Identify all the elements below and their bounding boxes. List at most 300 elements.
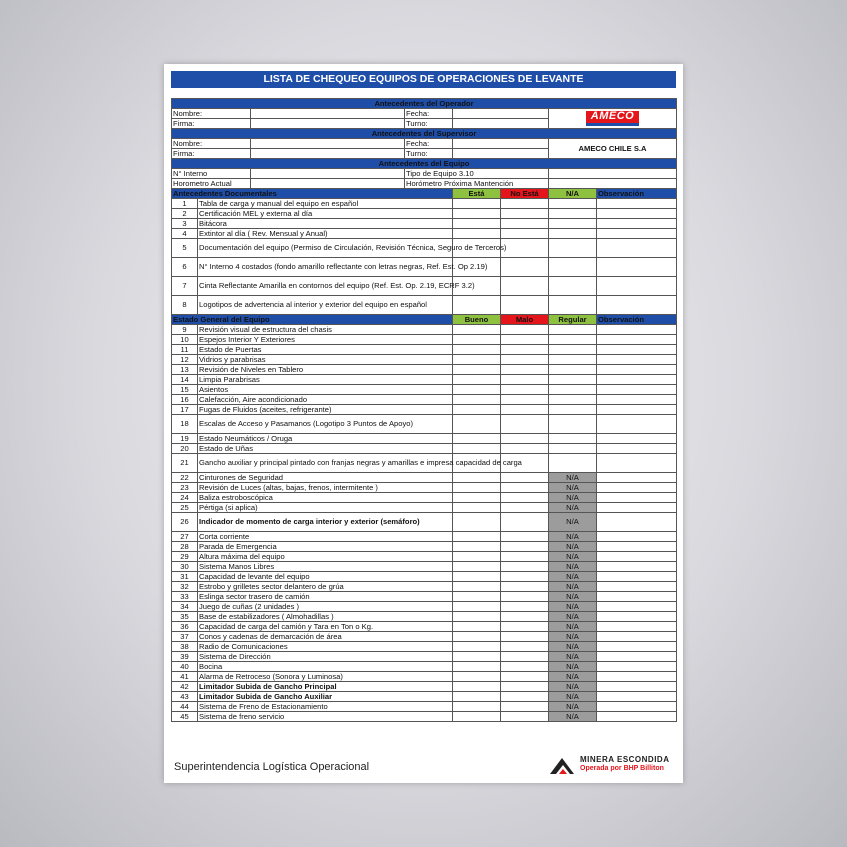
table-row — [172, 702, 677, 712]
observation-cell[interactable] — [597, 229, 677, 239]
check-cell-1[interactable] — [453, 345, 501, 355]
table-row — [172, 415, 677, 434]
col-header-observacion: Observación — [597, 189, 677, 199]
table-row — [172, 592, 677, 602]
check-cell-2[interactable] — [501, 632, 549, 642]
observation-cell[interactable] — [597, 239, 677, 258]
item-description: Estado Neumáticos / Oruga — [198, 434, 453, 444]
checklist-sheet — [164, 64, 683, 783]
table-row — [172, 209, 677, 219]
hourmeter-field[interactable] — [251, 179, 405, 189]
check-cell-1[interactable] — [453, 375, 501, 385]
na-cell: N/A — [549, 552, 597, 562]
check-cell-1[interactable] — [453, 296, 501, 315]
item-description: Asientos — [198, 385, 453, 395]
check-cell-3[interactable] — [549, 199, 597, 209]
check-cell-2[interactable] — [501, 622, 549, 632]
observation-cell[interactable] — [597, 209, 677, 219]
internal-number-label: N° Interno — [172, 169, 251, 179]
observation-cell[interactable] — [597, 542, 677, 552]
na-cell: N/A — [549, 542, 597, 552]
operator-shift-field[interactable] — [453, 119, 549, 129]
item-number: 22 — [172, 473, 198, 483]
observation-cell[interactable] — [597, 335, 677, 345]
item-number: 40 — [172, 662, 198, 672]
check-cell-3[interactable] — [549, 434, 597, 444]
table-row — [172, 335, 677, 345]
na-cell: N/A — [549, 712, 597, 722]
item-number: 39 — [172, 652, 198, 662]
check-cell-1[interactable] — [453, 672, 501, 682]
supervisor-signature-label: Firma: — [172, 149, 251, 159]
check-cell-1[interactable] — [453, 612, 501, 622]
na-cell: N/A — [549, 582, 597, 592]
check-cell-1[interactable] — [453, 325, 501, 335]
na-cell: N/A — [549, 612, 597, 622]
observation-cell[interactable] — [597, 652, 677, 662]
item-description: Tabla de carga y manual del equipo en español — [198, 199, 453, 209]
check-cell-2[interactable] — [501, 682, 549, 692]
check-cell-1[interactable] — [453, 395, 501, 405]
item-description: Sistema de Freno de Estacionamiento — [198, 702, 453, 712]
observation-cell[interactable] — [597, 415, 677, 434]
item-description: Radio de Comunicaciones — [198, 642, 453, 652]
check-cell-2[interactable] — [501, 662, 549, 672]
check-cell-3[interactable] — [549, 385, 597, 395]
item-description: Gancho auxiliar y principal pintado con franjas negras y amarillas e impresa capacidad de carga — [198, 454, 453, 473]
table-row — [172, 622, 677, 632]
item-number: 45 — [172, 712, 198, 722]
item-number: 11 — [172, 345, 198, 355]
observation-cell[interactable] — [597, 473, 677, 483]
item-number: 27 — [172, 532, 198, 542]
check-cell-3[interactable] — [549, 258, 597, 277]
supervisor-signature-field[interactable] — [251, 149, 405, 159]
item-description: Espejos Interior Y Exteriores — [198, 335, 453, 345]
observation-cell[interactable] — [597, 258, 677, 277]
item-description: Parada de Emergencia — [198, 542, 453, 552]
check-cell-2[interactable] — [501, 219, 549, 229]
check-cell-1[interactable] — [453, 355, 501, 365]
observation-cell[interactable] — [597, 503, 677, 513]
check-cell-1[interactable] — [453, 592, 501, 602]
check-cell-3[interactable] — [549, 325, 597, 335]
table-row — [172, 239, 677, 258]
check-cell-2[interactable] — [501, 395, 549, 405]
check-cell-2[interactable] — [501, 493, 549, 503]
col-header-regular: Regular — [549, 315, 597, 325]
check-cell-2[interactable] — [501, 415, 549, 434]
check-cell-2[interactable] — [501, 652, 549, 662]
check-cell-1[interactable] — [453, 552, 501, 562]
observation-cell[interactable] — [597, 622, 677, 632]
table-row — [172, 385, 677, 395]
check-cell-2[interactable] — [501, 277, 549, 296]
item-description: Cinta Reflectante Amarilla en contornos del equipo (Ref. Est. Op. 2.19, ECRF 3.2) — [198, 277, 453, 296]
table-row — [172, 444, 677, 454]
check-cell-2[interactable] — [501, 434, 549, 444]
check-cell-2[interactable] — [501, 239, 549, 258]
item-description: Bocina — [198, 662, 453, 672]
table-row — [172, 219, 677, 229]
operator-signature-field[interactable] — [251, 119, 405, 129]
operator-name-field[interactable] — [251, 109, 405, 119]
table-row — [172, 602, 677, 612]
table-row — [172, 572, 677, 582]
equipment-type-label: Tipo de Equipo 3.10 — [405, 169, 549, 179]
na-cell: N/A — [549, 532, 597, 542]
item-number: 31 — [172, 572, 198, 582]
table-row — [172, 582, 677, 592]
observation-cell[interactable] — [597, 592, 677, 602]
check-cell-2[interactable] — [501, 513, 549, 532]
observation-cell[interactable] — [597, 444, 677, 454]
check-cell-2[interactable] — [501, 325, 549, 335]
observation-cell[interactable] — [597, 365, 677, 375]
check-cell-2[interactable] — [501, 562, 549, 572]
check-cell-1[interactable] — [453, 513, 501, 532]
check-cell-1[interactable] — [453, 642, 501, 652]
observation-cell[interactable] — [597, 642, 677, 652]
check-cell-2[interactable] — [501, 355, 549, 365]
item-description: Altura máxima del equipo — [198, 552, 453, 562]
item-description: Capacidad de carga del camión y Tara en Ton o Kg. — [198, 622, 453, 632]
check-cell-2[interactable] — [501, 483, 549, 493]
col-header-na: N/A — [549, 189, 597, 199]
na-cell: N/A — [549, 692, 597, 702]
na-cell: N/A — [549, 632, 597, 642]
next-maintenance-field[interactable] — [549, 179, 677, 189]
check-cell-2[interactable] — [501, 385, 549, 395]
check-cell-2[interactable] — [501, 542, 549, 552]
table-row — [172, 513, 677, 532]
check-cell-2[interactable] — [501, 375, 549, 385]
check-cell-1[interactable] — [453, 692, 501, 702]
item-description: Calefacción, Aire acondicionado — [198, 395, 453, 405]
observation-cell[interactable] — [597, 662, 677, 672]
na-cell: N/A — [549, 483, 597, 493]
item-number: 12 — [172, 355, 198, 365]
supervisor-name-field[interactable] — [251, 139, 405, 149]
observation-cell[interactable] — [597, 345, 677, 355]
observation-cell[interactable] — [597, 375, 677, 385]
check-cell-2[interactable] — [501, 642, 549, 652]
check-cell-3[interactable] — [549, 444, 597, 454]
check-cell-3[interactable] — [549, 405, 597, 415]
na-cell: N/A — [549, 662, 597, 672]
item-number: 9 — [172, 325, 198, 335]
item-number: 16 — [172, 395, 198, 405]
check-cell-3[interactable] — [549, 209, 597, 219]
observation-cell[interactable] — [597, 632, 677, 642]
check-cell-2[interactable] — [501, 229, 549, 239]
check-cell-1[interactable] — [453, 434, 501, 444]
item-number: 32 — [172, 582, 198, 592]
item-number: 29 — [172, 552, 198, 562]
na-cell: N/A — [549, 562, 597, 572]
check-cell-1[interactable] — [453, 562, 501, 572]
operator-date-label: Fecha: — [405, 109, 453, 119]
check-cell-1[interactable] — [453, 229, 501, 239]
observation-cell[interactable] — [597, 454, 677, 473]
table-row — [172, 473, 677, 483]
col-header-observacion-2: Observación — [597, 315, 677, 325]
item-description: Documentación del equipo (Permiso de Circulación, Revisión Técnica, Seguro de Terceros) — [198, 239, 453, 258]
operator-date-field[interactable] — [453, 109, 549, 119]
check-cell-1[interactable] — [453, 602, 501, 612]
item-description: Cinturones de Seguridad — [198, 473, 453, 483]
observation-cell[interactable] — [597, 395, 677, 405]
ameco-logo: AMECO — [586, 111, 639, 125]
item-number: 34 — [172, 602, 198, 612]
check-cell-3[interactable] — [549, 335, 597, 345]
check-cell-1[interactable] — [453, 532, 501, 542]
item-number: 43 — [172, 692, 198, 702]
check-cell-1[interactable] — [453, 219, 501, 229]
item-number: 26 — [172, 513, 198, 532]
observation-cell[interactable] — [597, 405, 677, 415]
check-cell-2[interactable] — [501, 712, 549, 722]
check-cell-2[interactable] — [501, 532, 549, 542]
check-cell-3[interactable] — [549, 454, 597, 473]
check-cell-1[interactable] — [453, 572, 501, 582]
observation-cell[interactable] — [597, 296, 677, 315]
item-description: Alarma de Retroceso (Sonora y Luminosa) — [198, 672, 453, 682]
item-description: Baliza estroboscópica — [198, 493, 453, 503]
table-row — [172, 325, 677, 335]
na-cell: N/A — [549, 513, 597, 532]
item-number: 20 — [172, 444, 198, 454]
item-description: Sistema de Dirección — [198, 652, 453, 662]
check-cell-2[interactable] — [501, 582, 549, 592]
check-cell-2[interactable] — [501, 258, 549, 277]
check-cell-1[interactable] — [453, 632, 501, 642]
observation-cell[interactable] — [597, 712, 677, 722]
check-cell-1[interactable] — [453, 444, 501, 454]
check-cell-1[interactable] — [453, 483, 501, 493]
brand-name: MINERA ESCONDIDA — [580, 755, 670, 764]
observation-cell[interactable] — [597, 552, 677, 562]
table-row — [172, 542, 677, 552]
next-maintenance-label: Horómetro Próxima Mantención — [405, 179, 549, 189]
operator-shift-label: Turno: — [405, 119, 453, 129]
na-cell: N/A — [549, 592, 597, 602]
item-number: 24 — [172, 493, 198, 503]
observation-cell[interactable] — [597, 532, 677, 542]
check-cell-2[interactable] — [501, 296, 549, 315]
na-cell: N/A — [549, 473, 597, 483]
item-number: 19 — [172, 434, 198, 444]
check-cell-1[interactable] — [453, 365, 501, 375]
item-description: Logotipos de advertencia al interior y exterior del equipo en español — [198, 296, 453, 315]
internal-number-field[interactable] — [251, 169, 405, 179]
table-row — [172, 296, 677, 315]
item-number: 7 — [172, 277, 198, 296]
check-cell-1[interactable] — [453, 582, 501, 592]
item-number: 28 — [172, 542, 198, 552]
check-cell-1[interactable] — [453, 652, 501, 662]
table-row — [172, 682, 677, 692]
supervisor-shift-label: Turno: — [405, 149, 453, 159]
observation-cell[interactable] — [597, 277, 677, 296]
item-number: 37 — [172, 632, 198, 642]
check-cell-2[interactable] — [501, 552, 549, 562]
check-cell-3[interactable] — [549, 365, 597, 375]
check-cell-2[interactable] — [501, 209, 549, 219]
check-cell-1[interactable] — [453, 335, 501, 345]
check-cell-3[interactable] — [549, 239, 597, 258]
check-cell-1[interactable] — [453, 209, 501, 219]
item-description: N° Interno 4 costados (fondo amarillo reflectante con letras negras, Ref. Est. Op 2.19) — [198, 258, 453, 277]
observation-cell[interactable] — [597, 682, 677, 692]
check-cell-2[interactable] — [501, 365, 549, 375]
operator-signature-label: Firma: — [172, 119, 251, 129]
general-section-header: Estado General del Equipo — [172, 315, 453, 325]
na-cell: N/A — [549, 622, 597, 632]
check-cell-3[interactable] — [549, 375, 597, 385]
item-description: Extintor al día ( Rev. Mensual y Anual) — [198, 229, 453, 239]
check-cell-1[interactable] — [453, 542, 501, 552]
company-name: AMECO CHILE S.A — [549, 139, 677, 159]
check-cell-1[interactable] — [453, 385, 501, 395]
item-description: Indicador de momento de carga interior y exterior (semáforo) — [198, 513, 453, 532]
doc-section-header: Antecedentes Documentales — [172, 189, 453, 199]
check-cell-3[interactable] — [549, 219, 597, 229]
table-row — [172, 712, 677, 722]
item-number: 35 — [172, 612, 198, 622]
check-cell-2[interactable] — [501, 405, 549, 415]
check-cell-1[interactable] — [453, 473, 501, 483]
check-cell-1[interactable] — [453, 415, 501, 434]
check-cell-1[interactable] — [453, 199, 501, 209]
observation-cell[interactable] — [597, 199, 677, 209]
item-number: 2 — [172, 209, 198, 219]
observation-cell[interactable] — [597, 672, 677, 682]
check-cell-2[interactable] — [501, 612, 549, 622]
table-row — [172, 454, 677, 473]
table-row — [172, 662, 677, 672]
observation-cell[interactable] — [597, 602, 677, 612]
na-cell: N/A — [549, 672, 597, 682]
footer-department: Superintendencia Logística Operacional — [174, 761, 370, 773]
supervisor-date-label: Fecha: — [405, 139, 453, 149]
item-number: 42 — [172, 682, 198, 692]
check-cell-1[interactable] — [453, 405, 501, 415]
check-cell-2[interactable] — [501, 444, 549, 454]
check-cell-3[interactable] — [549, 395, 597, 405]
check-cell-2[interactable] — [501, 602, 549, 612]
observation-cell[interactable] — [597, 513, 677, 532]
table-row — [172, 258, 677, 277]
check-cell-3[interactable] — [549, 229, 597, 239]
observation-cell[interactable] — [597, 385, 677, 395]
item-description: Limitador Subida de Gancho Principal — [198, 682, 453, 692]
check-cell-3[interactable] — [549, 345, 597, 355]
item-number: 5 — [172, 239, 198, 258]
check-cell-2[interactable] — [501, 473, 549, 483]
check-cell-2[interactable] — [501, 572, 549, 582]
operator-section-header: Antecedentes del Operador — [172, 99, 677, 109]
na-cell: N/A — [549, 682, 597, 692]
na-cell: N/A — [549, 572, 597, 582]
supervisor-date-field[interactable] — [453, 139, 549, 149]
observation-cell[interactable] — [597, 572, 677, 582]
check-cell-1[interactable] — [453, 662, 501, 672]
equipment-type-field[interactable] — [549, 169, 677, 179]
check-cell-2[interactable] — [501, 199, 549, 209]
check-cell-2[interactable] — [501, 702, 549, 712]
observation-cell[interactable] — [597, 612, 677, 622]
table-row — [172, 483, 677, 493]
observation-cell[interactable] — [597, 483, 677, 493]
item-number: 33 — [172, 592, 198, 602]
check-cell-2[interactable] — [501, 592, 549, 602]
item-description: Certificación MEL y externa al día — [198, 209, 453, 219]
item-number: 1 — [172, 199, 198, 209]
table-row — [172, 277, 677, 296]
observation-cell[interactable] — [597, 582, 677, 592]
check-cell-2[interactable] — [501, 345, 549, 355]
check-cell-1[interactable] — [453, 493, 501, 503]
check-cell-3[interactable] — [549, 355, 597, 365]
checklist-table — [171, 98, 677, 722]
observation-cell[interactable] — [597, 692, 677, 702]
check-cell-2[interactable] — [501, 335, 549, 345]
supervisor-shift-field[interactable] — [453, 149, 549, 159]
item-number: 10 — [172, 335, 198, 345]
equipment-section-header: Antecedentes del Equipo — [172, 159, 677, 169]
observation-cell[interactable] — [597, 219, 677, 229]
table-row — [172, 493, 677, 503]
check-cell-2[interactable] — [501, 503, 549, 513]
check-cell-3[interactable] — [549, 415, 597, 434]
item-description: Limitador Subida de Gancho Auxiliar — [198, 692, 453, 702]
item-description: Revisión de Niveles en Tablero — [198, 365, 453, 375]
check-cell-1[interactable] — [453, 702, 501, 712]
item-description: Pértiga (si aplica) — [198, 503, 453, 513]
check-cell-1[interactable] — [453, 712, 501, 722]
observation-cell[interactable] — [597, 355, 677, 365]
item-description: Fugas de Fluidos (aceites, refrigerante) — [198, 405, 453, 415]
observation-cell[interactable] — [597, 562, 677, 572]
check-cell-2[interactable] — [501, 692, 549, 702]
observation-cell[interactable] — [597, 702, 677, 712]
observation-cell[interactable] — [597, 493, 677, 503]
item-description: Corta corriente — [198, 532, 453, 542]
ameco-logo-cell — [549, 109, 677, 129]
hourmeter-label: Horometro Actual — [172, 179, 251, 189]
check-cell-1[interactable] — [453, 503, 501, 513]
check-cell-1[interactable] — [453, 622, 501, 632]
minera-escondida-logo — [550, 754, 680, 778]
item-description: Sistema Manos Libres — [198, 562, 453, 572]
table-row — [172, 632, 677, 642]
item-description: Revisión visual de estructura del chasis — [198, 325, 453, 335]
table-row — [172, 562, 677, 572]
observation-cell[interactable] — [597, 434, 677, 444]
item-number: 8 — [172, 296, 198, 315]
check-cell-3[interactable] — [549, 296, 597, 315]
table-row — [172, 405, 677, 415]
check-cell-1[interactable] — [453, 682, 501, 692]
supervisor-name-label: Nombre: — [172, 139, 251, 149]
check-cell-2[interactable] — [501, 672, 549, 682]
item-description: Bitácora — [198, 219, 453, 229]
observation-cell[interactable] — [597, 325, 677, 335]
col-header-no-esta: No Está — [501, 189, 549, 199]
check-cell-3[interactable] — [549, 277, 597, 296]
item-description: Vidrios y parabrisas — [198, 355, 453, 365]
